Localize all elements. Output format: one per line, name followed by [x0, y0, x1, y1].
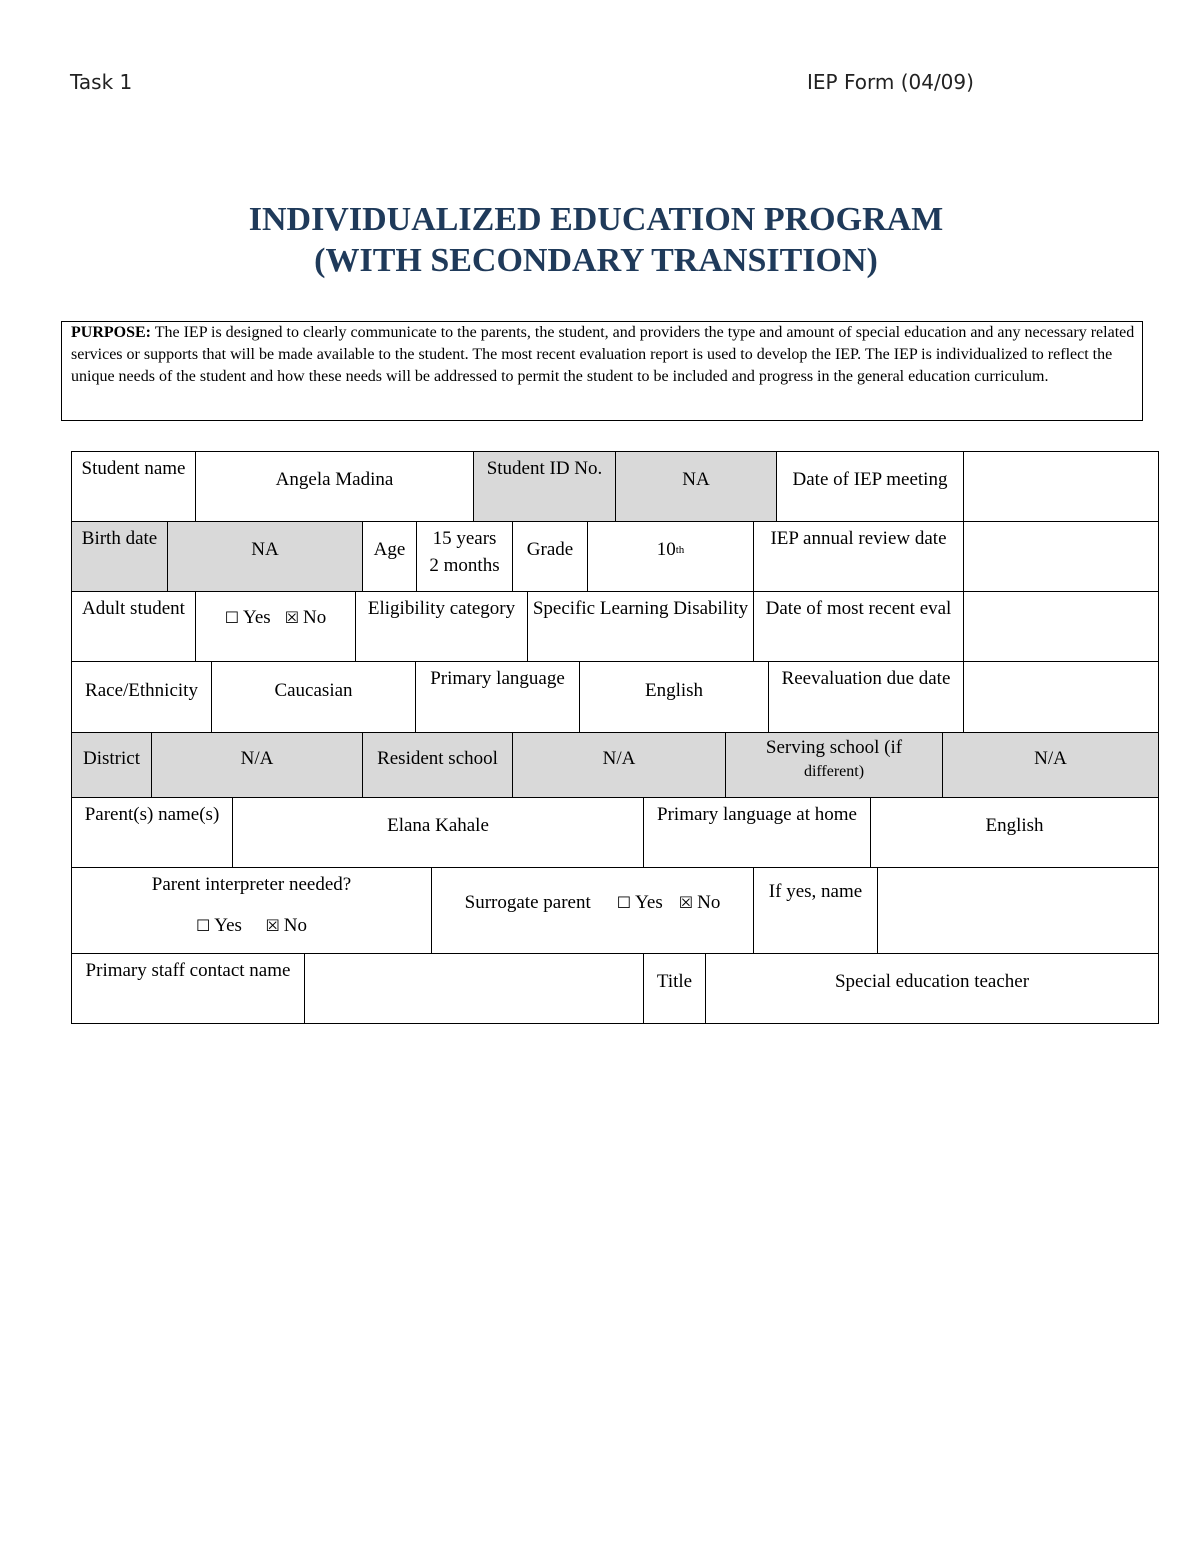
adult-student-options [195, 591, 356, 662]
interpreter-no[interactable]: ☒ No [265, 915, 307, 936]
staff-title-label: Title [643, 953, 706, 1024]
grade-field[interactable]: 10 th [587, 521, 754, 592]
interpreter-yes[interactable]: ☐ Yes [196, 915, 242, 936]
staff-contact-field[interactable] [304, 953, 644, 1024]
age-label: Age [362, 521, 417, 592]
page-header-form-id: IEP Form (04/09) [807, 70, 974, 94]
student-name-field[interactable]: Angela Madina [195, 451, 474, 522]
primary-language-label: Primary language [415, 661, 580, 733]
district-field[interactable]: N/A [151, 732, 363, 798]
home-language-field[interactable]: English [870, 797, 1159, 868]
student-name-label: Student name [71, 451, 196, 522]
purpose-box [61, 321, 1143, 421]
age-months: 2 months [429, 555, 500, 576]
age-years: 15 years [432, 528, 497, 549]
page-header-task: Task 1 [70, 70, 133, 94]
surrogate-yes[interactable]: ☐ Yes [617, 889, 663, 916]
resident-school-label: Resident school [362, 732, 513, 798]
student-id-field[interactable]: NA [615, 451, 777, 522]
recent-eval-field[interactable] [963, 591, 1159, 662]
race-field[interactable]: Caucasian [211, 661, 416, 733]
home-language-label: Primary language at home [643, 797, 871, 868]
checkbox-checked-icon: ☒ [284, 608, 300, 627]
grade-label: Grade [512, 521, 588, 592]
recent-eval-label: Date of most recent eval [753, 591, 964, 662]
iep-meeting-date-field[interactable] [963, 451, 1159, 522]
checkbox-unchecked-icon: ☐ [224, 608, 240, 627]
interpreter-cell [71, 867, 432, 954]
checkbox-checked-icon: ☒ [678, 893, 694, 912]
resident-school-field[interactable]: N/A [512, 732, 726, 798]
surrogate-cell [431, 867, 754, 954]
iep-meeting-date-label: Date of IEP meeting [776, 451, 964, 522]
student-id-label: Student ID No. [473, 451, 616, 522]
adult-student-yes[interactable]: ☐ Yes [225, 604, 271, 631]
adult-student-no[interactable]: ☒ No [285, 604, 327, 631]
reeval-field[interactable] [963, 661, 1159, 733]
eligibility-field[interactable]: Specific Learning Disability [527, 591, 754, 662]
adult-student-label: Adult student [71, 591, 196, 662]
interpreter-label: Parent interpreter needed? [151, 874, 352, 895]
if-yes-name-field[interactable] [877, 867, 1159, 954]
serving-school-label: Serving school (if different) [725, 732, 943, 798]
staff-title-field[interactable]: Special education teacher [705, 953, 1159, 1024]
serving-school-field[interactable]: N/A [942, 732, 1159, 798]
staff-contact-label: Primary staff contact name [71, 953, 305, 1024]
parent-name-field[interactable]: Elana Kahale [232, 797, 644, 868]
checkbox-unchecked-icon: ☐ [195, 916, 211, 935]
document-subtitle: (WITH SECONDARY TRANSITION) [314, 242, 878, 279]
surrogate-no[interactable]: ☒ No [679, 889, 721, 916]
surrogate-label: Surrogate parent [464, 892, 591, 913]
interpreter-options [196, 912, 307, 939]
parent-name-label: Parent(s) name(s) [71, 797, 233, 868]
age-field[interactable] [416, 521, 513, 592]
district-label: District [71, 732, 152, 798]
birth-date-label: Birth date [71, 521, 168, 592]
if-yes-label: If yes, name [753, 867, 878, 954]
eligibility-label: Eligibility category [355, 591, 528, 662]
annual-review-field[interactable] [963, 521, 1159, 592]
checkbox-checked-icon: ☒ [265, 916, 280, 935]
primary-language-field[interactable]: English [579, 661, 769, 733]
purpose-label: PURPOSE: [71, 324, 151, 341]
birth-date-field[interactable]: NA [167, 521, 363, 592]
purpose-text: The IEP is designed to clearly communicate to the parents, the student, and providers the type and amount of special education and any necessary related services or supports that will be made available to the student. The most recent evaluation report is used to develop the IEP. The IEP is individualized to reflect the unique needs of the student and how these needs will be addressed to permit the student to be included and progress in the general education curriculum. [71, 324, 1135, 385]
reeval-label: Reevaluation due date [768, 661, 964, 733]
annual-review-label: IEP annual review date [753, 521, 964, 592]
grade-value: 10 [656, 539, 676, 560]
document-title: INDIVIDUALIZED EDUCATION PROGRAM [248, 201, 944, 238]
race-label: Race/Ethnicity [71, 661, 212, 733]
checkbox-unchecked-icon: ☐ [616, 893, 632, 912]
